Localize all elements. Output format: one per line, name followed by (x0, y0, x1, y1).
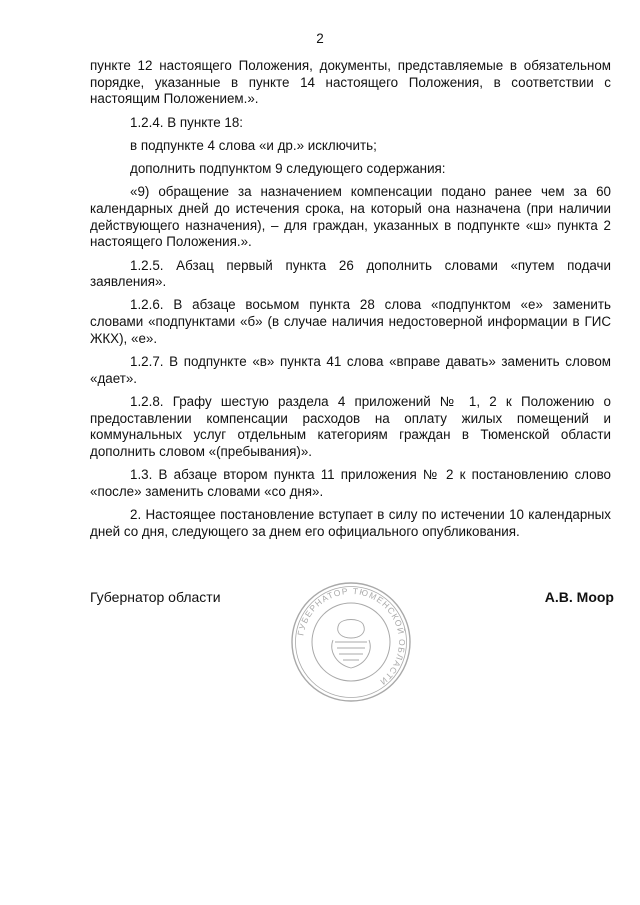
paragraph: 2. Настоящее постановление вступает в силу по истечении 10 календарных дней со дня, следующего за днем его официального опубликования. (90, 507, 611, 539)
paragraph: 1.2.8. Графу шестую раздела 4 приложений № 1, 2 к Положению о предоставлении компенсации расходов на оплату жилых помещений и коммунальных услуг отдельным категориям граждан в Тюменской области дополнить словом «(пребывания)». (90, 393, 611, 460)
paragraph: дополнить подпунктом 9 следующего содержания: (130, 161, 446, 177)
official-seal (289, 580, 413, 704)
paragraph: 1.2.7. В подпункте «в» пункта 41 слова «вправе давать» заменить словом «дает». (90, 354, 611, 386)
paragraph: пункте 12 настоящего Положения, документы, представляемые в обязательном порядке, указанные в пункте 14 настоящего Положения, в соответствии с настоящим Положением.». (90, 58, 611, 107)
signatory-name: А.В. Моор (544, 589, 614, 605)
seal-emblem-crown (338, 620, 365, 639)
paragraph: 1.2.5. Абзац первый пункта 26 дополнить словами «путем подачи заявления». (90, 257, 611, 290)
signatory-position: Губернатор области (90, 589, 221, 605)
document-body (90, 58, 611, 547)
seal-ring-text: ГУБЕРНАТОР ТЮМЕНСКОЙ ОБЛАСТИ (295, 585, 408, 688)
paragraph: 1.2.6. В абзаце восьмом пункта 28 слова «подпунктом «е» заменить словами «подпунктами «б» (в случае наличия недостоверной информации в ГИС ЖКХ), «е». (90, 297, 611, 346)
paragraph: 1.3. В абзаце втором пункта 11 приложения № 2 к постановлению слово «после» заменить словами «со дня». (90, 467, 611, 499)
seal-emblem-shield (335, 642, 367, 660)
paragraph: в подпункте 4 слова «и др.» исключить; (130, 137, 377, 153)
paragraph: 1.2.4. В пункте 18: (130, 114, 243, 130)
page-number: 2 (316, 31, 324, 46)
paragraph: «9) обращение за назначением компенсации подано ранее чем за 60 календарных дней до истечения срока, на который она назначена (при наличии действующего назначения), – для граждан, указанных в подпункте «ш» пункта 2 настоящего Положения.». (90, 184, 611, 250)
